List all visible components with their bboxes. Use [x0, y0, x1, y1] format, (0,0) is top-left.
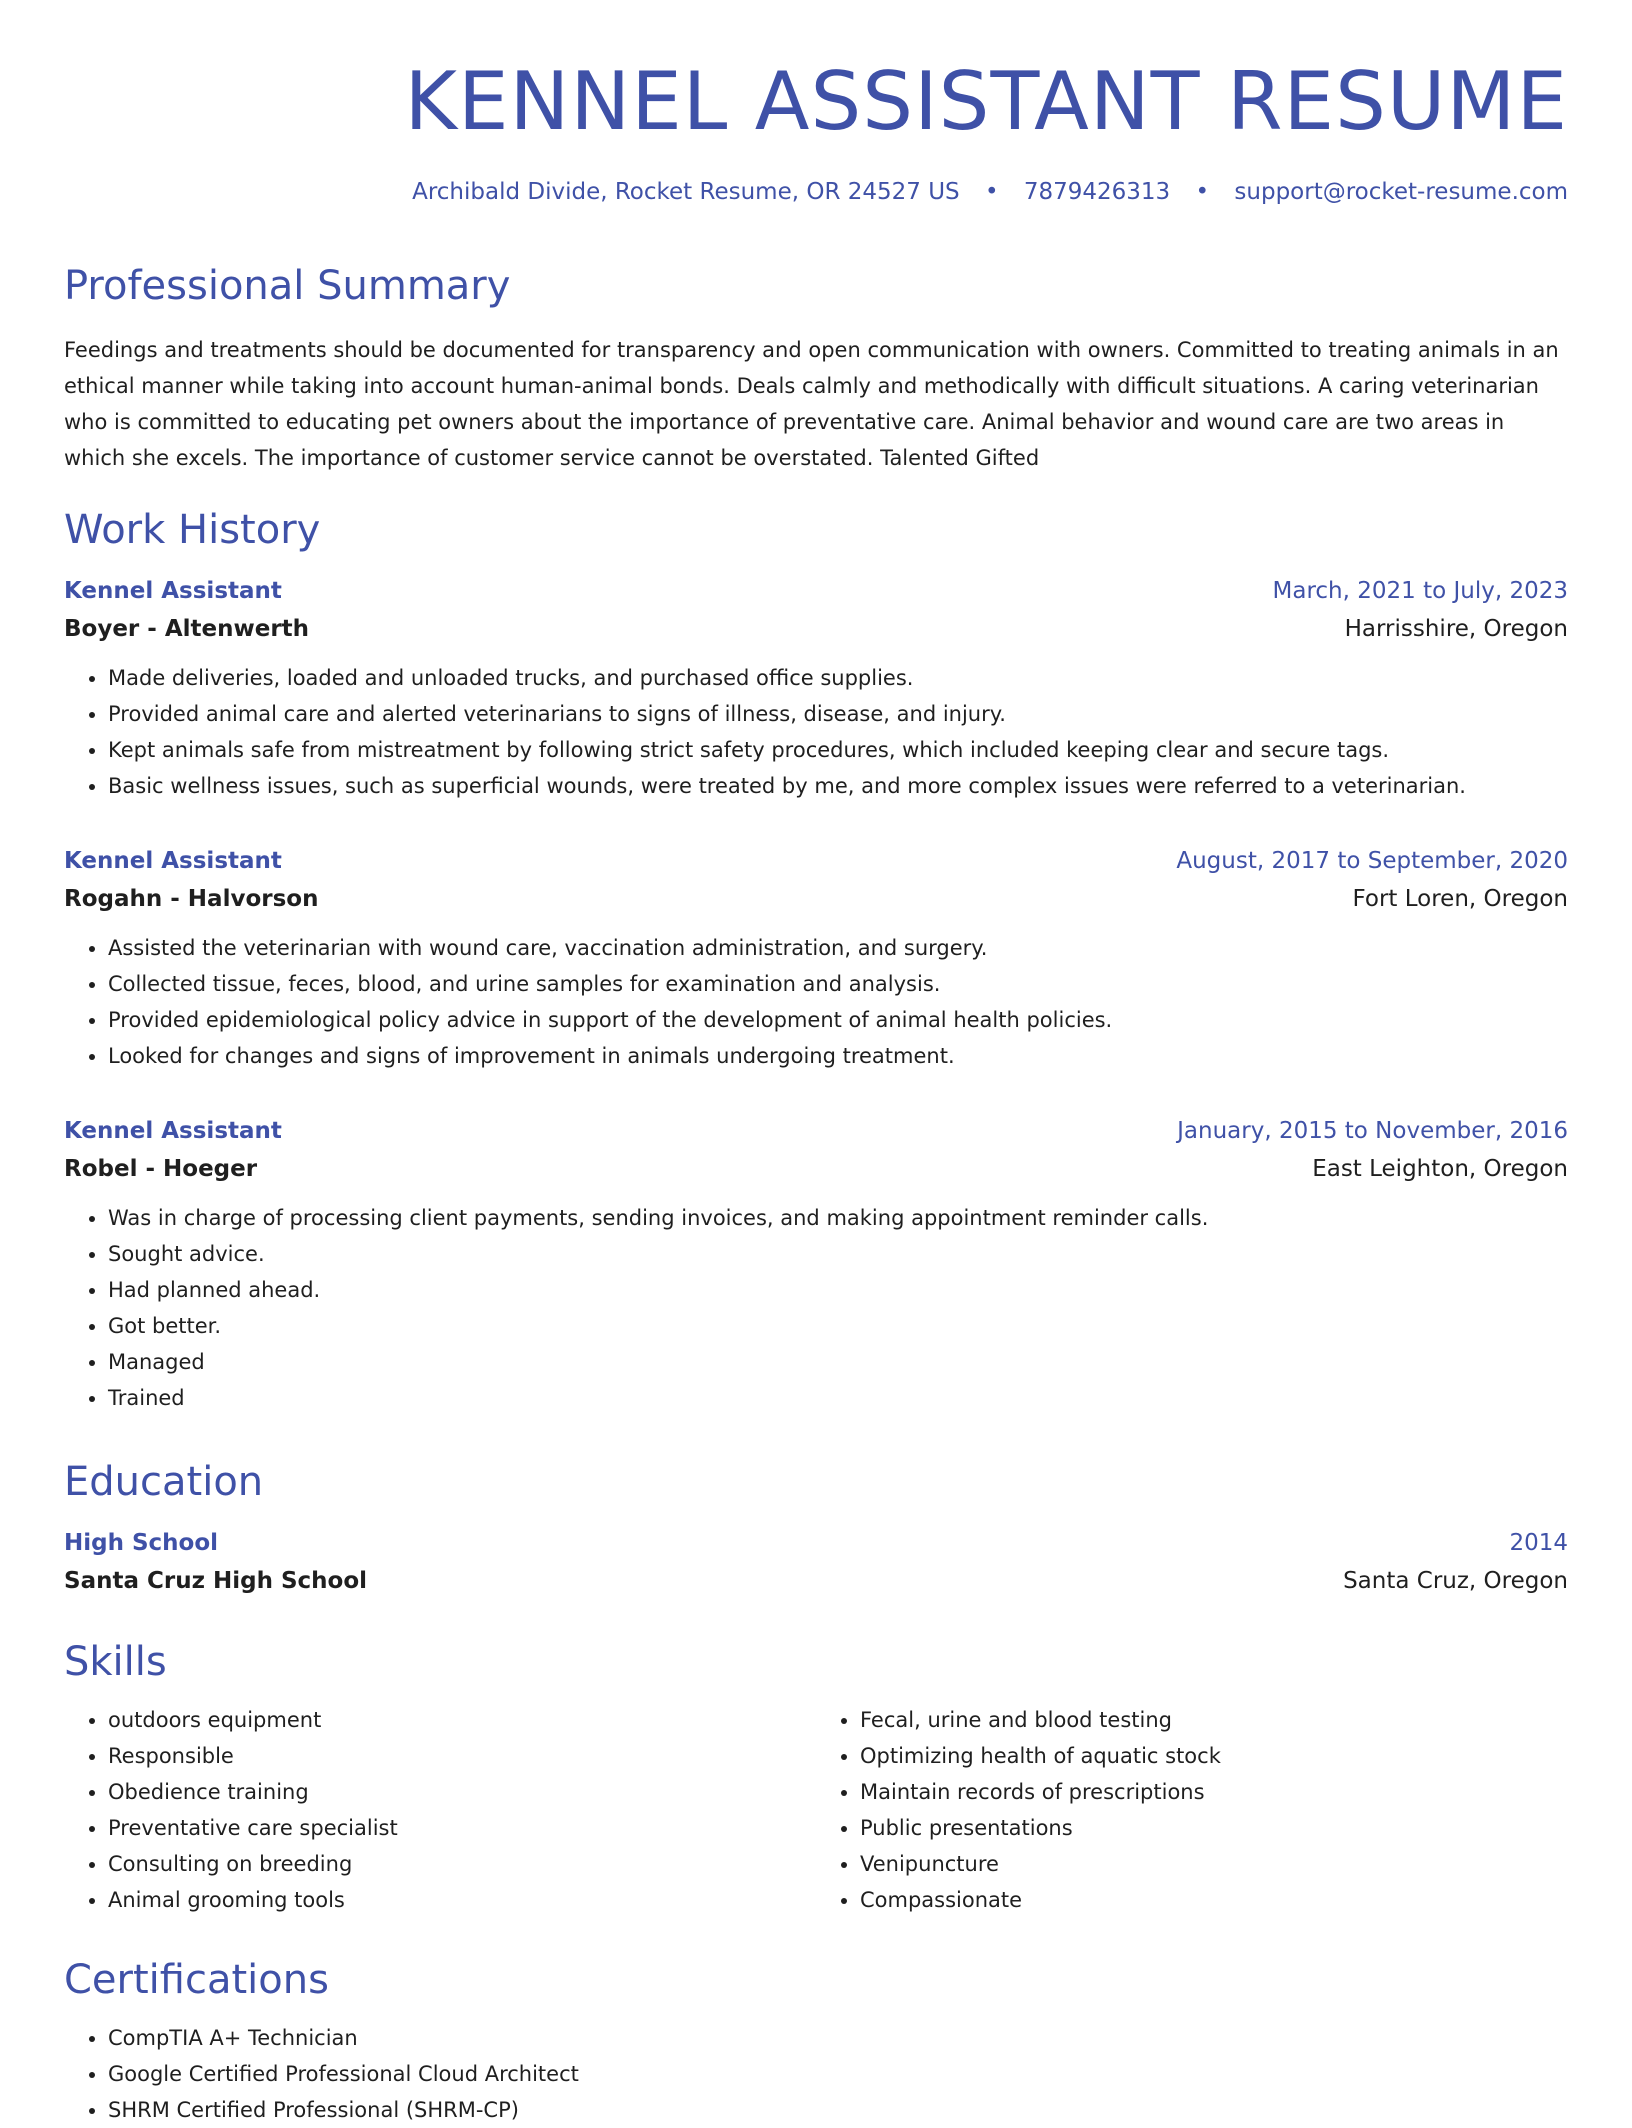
contact-separator: •	[1195, 179, 1210, 205]
job-employer: Robel - Hoeger	[64, 1156, 258, 1182]
job-dates: August, 2017 to September, 2020	[1176, 848, 1568, 874]
list-item: • Public presentations	[860, 1810, 1568, 1846]
list-item: • SHRM Certified Professional (SHRM-CP)	[108, 2092, 1568, 2128]
work-history-section	[64, 502, 1568, 1416]
job-employer: Boyer - Altenwerth	[64, 616, 310, 642]
list-item: • CompTIA A+ Technician	[108, 2020, 1568, 2056]
job-dates: March, 2021 to July, 2023	[1272, 578, 1568, 604]
job-title: Kennel Assistant	[64, 578, 282, 604]
list-item: • Venipuncture	[860, 1846, 1568, 1882]
job-employer: Rogahn - Halvorson	[64, 886, 319, 912]
section-heading: Education	[64, 1459, 264, 1505]
summary-text: Feedings and treatments should be documented for transparency and open communication with owners. Committed to treating animals in an ethical manner while taking into account human-animal bonds. Deals calmly and methodically with difficult situations. A caring veterinarian who is committed to educating pet owners about the importance of preventative care. Animal behavior and wound care are two areas in which she excels. The importance of customer service cannot be overstated. Talented Gifted	[64, 338, 1559, 470]
resume-header	[64, 0, 1568, 208]
certifications-section	[64, 1952, 1568, 2128]
list-item: • Managed	[108, 1344, 1568, 1380]
list-item: • Looked for changes and signs of improvement in animals undergoing treatment.	[108, 1038, 1568, 1074]
list-item: • Sought advice.	[108, 1236, 1568, 1272]
list-item: • Compassionate	[860, 1882, 1568, 1918]
list-item: • Kept animals safe from mistreatment by following strict safety procedures, which included keeping clear and secure tags.	[108, 732, 1568, 768]
job-entry	[64, 572, 1568, 804]
list-item: • Fecal, urine and blood testing	[860, 1702, 1568, 1738]
list-item: • Maintain records of prescriptions	[860, 1774, 1568, 1810]
list-item: • Assisted the veterinarian with wound care, vaccination administration, and surgery.	[108, 930, 1568, 966]
contact-separator: •	[984, 179, 999, 205]
education-entry	[64, 1524, 1568, 1600]
job-entry	[64, 842, 1568, 1074]
job-entry	[64, 1112, 1568, 1416]
resume-title: KENNEL ASSISTANT RESUME	[404, 55, 1568, 148]
education-degree: High School	[64, 1530, 219, 1556]
job-title: Kennel Assistant	[64, 1118, 282, 1144]
list-item: • Responsible	[108, 1738, 816, 1774]
list-item: • Consulting on breeding	[108, 1846, 816, 1882]
list-item: • Obedience training	[108, 1774, 816, 1810]
contact-phone: 7879426313	[1023, 179, 1171, 205]
list-item: • Collected tissue, feces, blood, and urine samples for examination and analysis.	[108, 966, 1568, 1002]
section-heading: Work History	[64, 507, 321, 553]
skills-grid	[64, 1702, 1568, 1918]
section-heading: Professional Summary	[64, 263, 511, 309]
job-title: Kennel Assistant	[64, 848, 282, 874]
list-item: • Trained	[108, 1380, 1568, 1416]
education-year: 2014	[1509, 1530, 1568, 1556]
skills-list-right	[816, 1702, 1568, 1918]
education-school: Santa Cruz High School	[64, 1568, 368, 1594]
section-heading: Skills	[64, 1639, 167, 1685]
list-item: • Animal grooming tools	[108, 1882, 816, 1918]
contact-email: support@rocket-resume.com	[1234, 179, 1568, 205]
list-item: • Provided epidemiological policy advice in support of the development of animal health policies.	[108, 1002, 1568, 1038]
list-item: • Provided animal care and alerted veterinarians to signs of illness, disease, and injury.	[108, 696, 1568, 732]
education-location: Santa Cruz, Oregon	[1343, 1568, 1568, 1594]
section-heading: Certifications	[64, 1957, 329, 2003]
list-item: • Google Certified Professional Cloud Architect	[108, 2056, 1568, 2092]
job-location: Fort Loren, Oregon	[1352, 886, 1568, 912]
education-section	[64, 1454, 1568, 1600]
list-item: • Had planned ahead.	[108, 1272, 1568, 1308]
list-item: • Got better.	[108, 1308, 1568, 1344]
job-bullets	[64, 1200, 1568, 1416]
professional-summary-section	[64, 258, 1568, 476]
list-item: • Optimizing health of aquatic stock	[860, 1738, 1568, 1774]
list-item: • Was in charge of processing client payments, sending invoices, and making appointment reminder calls.	[108, 1200, 1568, 1236]
skills-list-left	[64, 1702, 816, 1918]
job-location: Harrisshire, Oregon	[1344, 616, 1568, 642]
list-item: • outdoors equipment	[108, 1702, 816, 1738]
job-bullets	[64, 660, 1568, 804]
job-bullets	[64, 930, 1568, 1074]
list-item: • Made deliveries, loaded and unloaded trucks, and purchased office supplies.	[108, 660, 1568, 696]
job-location: East Leighton, Oregon	[1312, 1156, 1568, 1182]
skills-section	[64, 1634, 1568, 1918]
contact-line	[64, 176, 1568, 208]
job-dates: January, 2015 to November, 2016	[1177, 1118, 1568, 1144]
contact-address: Archibald Divide, Rocket Resume, OR 24527 US	[412, 179, 960, 205]
list-item: • Preventative care specialist	[108, 1810, 816, 1846]
list-item: • Basic wellness issues, such as superficial wounds, were treated by me, and more complex issues were referred to a veterinarian.	[108, 768, 1568, 804]
